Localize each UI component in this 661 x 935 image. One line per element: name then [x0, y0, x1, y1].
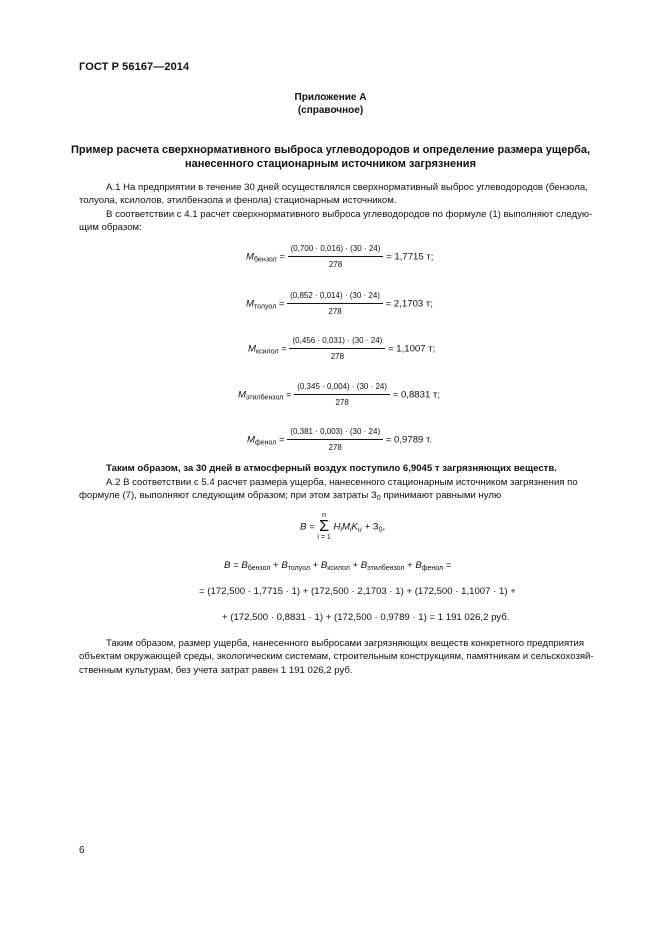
formula-symbol: M [238, 389, 246, 401]
formula-result: = 2,1703 т; [385, 298, 433, 310]
annex-type: (справочное) [297, 105, 364, 116]
damage-m-sub: i [349, 526, 352, 534]
formula-numerator: (0,456 · 0,031) · (30 · 24) [289, 335, 385, 349]
term-b: B [415, 560, 422, 571]
damage-general-formula [300, 512, 385, 542]
formula-numerator: (0,381 · 0,003) · (30 · 24) [287, 426, 383, 440]
formula-toluene: $M_{толуол}$ = $\frac{(0,852 \cdot 0,014) \cdot (30 \cdot 24)}{278}$ = 2,1703 т; [246, 291, 433, 316]
formula-denominator: 278 [335, 398, 349, 407]
formula-result: = 0,8831 т; [392, 389, 441, 401]
formula-numerator: (0,700 · 0,016) · (30 · 24) [288, 243, 384, 257]
damage-line-1: = (172,500 · 1,7715 · 1) + (172,500 · 2,1703 · 1) + (172,500 · 1,1007 · 1) + [199, 586, 516, 597]
formula-result: = 1,7715 т; [386, 251, 434, 263]
summary-paragraph [79, 462, 615, 475]
formula-subscript: ксилол [256, 348, 279, 356]
document-header: ГОСТ Р 56167—2014 [79, 61, 190, 73]
paragraph-a2 [79, 476, 615, 503]
term-sub: толуол [287, 565, 310, 572]
a2-sub: 0 [376, 495, 381, 503]
formula-subscript: фенол [255, 439, 277, 447]
term-sub: бензол [247, 565, 271, 572]
final-paragraph [79, 637, 615, 677]
title-line-1: Пример расчета сверхнормативного выброса углеводородов и определение размера ущерба, [70, 144, 591, 156]
sum-bottom: i = 1 [317, 534, 331, 541]
summary-text: Таким образом, за 30 дней в атмосферный воздух поступило 6,9045 т загрязняющих веществ. [106, 463, 557, 474]
final-line-1: Таким образом, размер ущерба, нанесенного выбросами загрязняющих веществ конкретного предприятия [106, 638, 585, 649]
formula-subscript: бензол [254, 256, 277, 264]
annex-title: Приложение А [294, 92, 367, 103]
a2-line-1: А.2 В соответствии с 5.4 расчет размера ущерба, нанесенного стационарным источником загрязнения по [106, 477, 578, 488]
a1-line-1: А.1 На предприятии в течение 30 дней осуществлялся сверхнормативный выброс углеводородов (бензола, [106, 182, 588, 193]
final-line-2: объектам окружающей среды, экологическим системам, строительным конструкциям, памятникам и сельскохозяй- [79, 651, 594, 663]
formula-benzene: $M_{бензол}$ = $\frac{(0,700 \cdot 0,016) \cdot (30 \cdot 24)}{278}$ = 1,7715 т; [246, 244, 434, 269]
page-number: 6 [79, 845, 85, 856]
damage-end: , [382, 521, 386, 533]
formula-result: = 1,1007 т; [387, 343, 436, 355]
formula-symbol: M [246, 298, 254, 310]
calc-line-2: щим образом: [79, 221, 142, 233]
formula-denominator: 278 [328, 443, 342, 452]
damage-lhs: B = [300, 521, 315, 533]
a2-text-a: формуле (7), выполняют следующим образом; при этом затраты З [79, 490, 377, 502]
damage-k-sub: и [357, 526, 362, 534]
formula-numerator: (0,852 · 0,014) · (30 · 24) [287, 290, 383, 304]
damage-k: K [351, 521, 358, 533]
formula-symbol: M [247, 434, 255, 446]
formula-result: = 0,9789 т. [385, 434, 433, 446]
formula-denominator: 278 [328, 307, 342, 316]
term-sub: ксилол [327, 565, 350, 572]
damage-expanded-formula: $B = B_{бензол} + B_{толуол} + B_{ксилол} + B_{этилбензол} + B_{фенол}$ = [224, 560, 452, 572]
formula-symbol: M [248, 343, 256, 355]
a2-text-c: принимают равными нулю [380, 490, 502, 502]
formula-phenol: $M_{фенол}$ = $\frac{(0,381 \cdot 0,003) \cdot (30 \cdot 24)}{278}$ = 0,9789 т. [247, 427, 433, 452]
final-line-3: ственным культурам, без учета затрат равен 1 191 026,2 руб. [79, 664, 353, 676]
formula-subscript: толуол [254, 303, 277, 311]
damage-h-sub: i [340, 526, 342, 534]
a2-line-2 [79, 489, 615, 502]
formula-denominator: 278 [328, 260, 343, 269]
title-line-2: нанесенного стационарным источником загрязнения [185, 158, 476, 170]
formula-subscript: этилбензол [246, 394, 284, 402]
sum-top: n [322, 512, 327, 519]
section-title [0, 143, 661, 171]
annex-heading [0, 91, 661, 117]
term-sub: фенол [421, 565, 444, 572]
damage-tail: + З [361, 521, 379, 533]
sum-operator [317, 512, 330, 542]
damage-h: H [333, 521, 341, 533]
term-b: B [281, 560, 288, 571]
term-sub: этилбензол [367, 565, 405, 572]
damage-tail-sub: 0 [378, 526, 383, 534]
formula-xylene: $M_{ксилол}$ = $\frac{(0,456 \cdot 0,031) \cdot (30 \cdot 24)}{278}$ = 1,1007 т; [248, 336, 436, 361]
sigma-icon: Σ [319, 518, 329, 535]
formula-ethylbenzene: $M_{этилбензол}$ = $\frac{(0,345 \cdot 0,004) \cdot (30 \cdot 24)}{278}$ = 0,8831 т; [238, 382, 441, 407]
damage-expanded-lhs: B = B [224, 560, 248, 571]
formula-denominator: 278 [330, 352, 345, 361]
formula-symbol: M [246, 251, 254, 263]
term-b: B [360, 560, 368, 571]
damage-m: M [341, 521, 350, 533]
a1-line-2: толуола, ксилолов, этилбензола и фенола) стационарным источником. [79, 195, 397, 207]
paragraph-a1 [79, 181, 615, 234]
calc-line-1: В соответствии с 4.1 расчет сверхнормативного выброса углеводородов по формуле (1) выполняют следую- [106, 208, 593, 220]
formula-numerator: (0,345 · 0,004) · (30 · 24) [294, 381, 390, 395]
damage-line-2: + (172,500 · 0,8831 · 1) + (172,500 · 0,9789 · 1) = 1 191 026,2 руб. [222, 612, 510, 623]
term-b: B [320, 560, 328, 571]
